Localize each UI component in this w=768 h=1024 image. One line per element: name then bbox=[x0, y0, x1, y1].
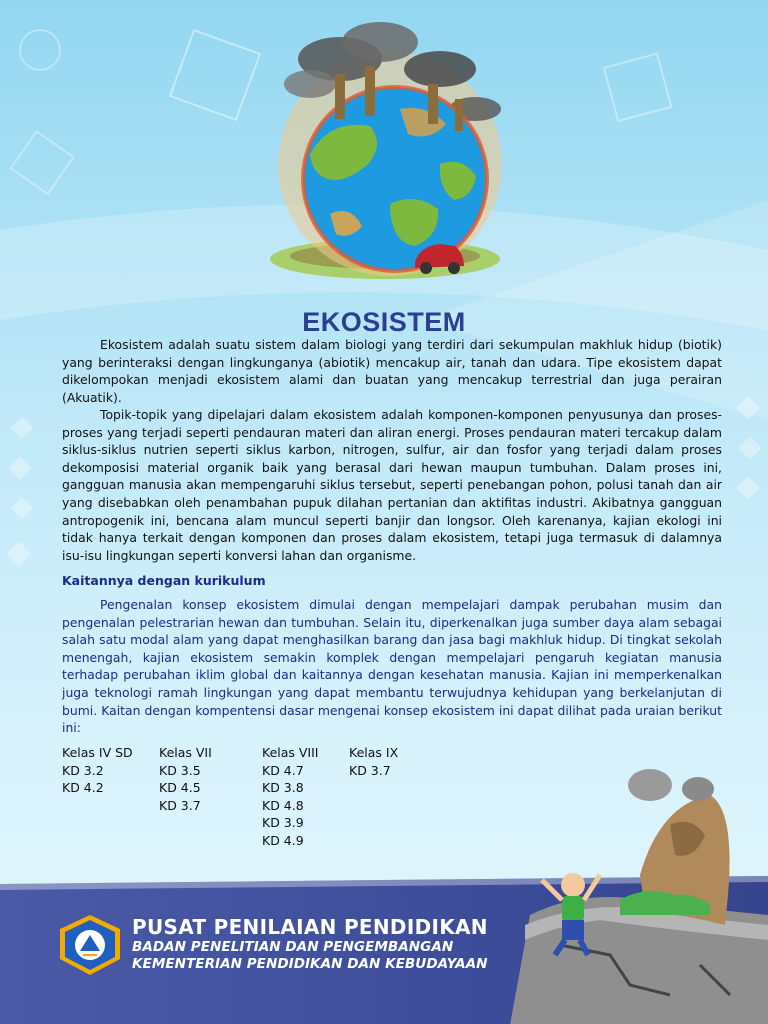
org-name-main: PUSAT PENILAIAN PENDIDIKAN bbox=[132, 915, 488, 939]
org-name-line2: BADAN PENELITIAN DAN PENGEMBANGAN bbox=[132, 939, 454, 955]
landslide-illustration bbox=[470, 765, 768, 1024]
intro-paragraph: Ekosistem adalah suatu sistem dalam biologi yang terdiri dari sekumpulan makhluk hidup (biotik) yang berinteraksi dengan lingkunganya (abiotik) mencakup air, tanah dan udara. Tipe ekosistem dapat dikelompokan menjadi ekosistem alami dan buatan yang mencakup terrestrial dan juga perairan (Akuatik). bbox=[62, 337, 722, 405]
kd-item: KD 3.8 bbox=[262, 780, 304, 795]
kd-item: KD 4.2 bbox=[62, 780, 104, 795]
curriculum-paragraph: Pengenalan konsep ekosistem dimulai dengan mempelajari dampak perubahan musim dan pengenalan pelestrarian hewan dan tumbuhan. Selain itu, diperkenalkan juga sumber daya alam sebagai salah satu modal alam yang dapat menghasilkan barang dan jasa bagi makhluk hidup. Di tingkat sekolah menengah, kajian ekosistem semakin komplek dengan mempelajari pengaruh kegiatan manusia terhadap perubahan iklim global dan kaitannya dengan kesehatan manusia. Kajian ini memperkenalkan juga teknologi ramah lingkungan yang dapat membantu terwujudnya kehidupan yang berkelanjutan di bumi. Kaitan dengan kompentensi dasar mengenai konsep ekosistem ini dapat dilihat pada uraian berikut ini: bbox=[62, 597, 722, 736]
class-column-ix bbox=[349, 744, 398, 779]
class-label: Kelas VII bbox=[159, 745, 212, 760]
kd-item: KD 4.8 bbox=[262, 797, 304, 813]
kd-item: KD 3.9 bbox=[262, 815, 304, 830]
kd-item: KD 3.5 bbox=[159, 762, 201, 778]
kd-item: KD 3.7 bbox=[159, 797, 201, 813]
kd-item: KD 3.7 bbox=[349, 762, 391, 778]
class-column-vii bbox=[159, 744, 212, 814]
class-label: Kelas VIII bbox=[262, 745, 319, 760]
topics-paragraph: Topik-topik yang dipelajari dalam ekosistem adalah komponen-komponen penyusunya dan proses-proses yang terjadi seperti pendauran materi dan aliran energi. Proses pendauran materi tercakup dalam siklus-siklus nutrien seperti siklus karbon, nitrogen, sulfur, air dan fosfor yang terjadi dalam proses dekomposisi material organik baik yang berasal dari hewan maupun tumbuhan. Dalam proses ini, gangguan manusia akan mempengaruhi siklus tersebut, seperti penebangan pohon, polusi tanah dan air yang disebabkan oleh penambahan pupuk dilahan pertanian dan aktifitas industri. Akibatnya gangguan antropogenik ini, bencana alam muncul seperti banjir dan longsor. Oleh karenanya, kajian ekologi ini tidak hanya terkait dengan komponen dan proses dalam ekosistem, tetapi juga termasuk di dalamnya isu-isu lingkungan seperti konversi lahan dan organisme. bbox=[62, 407, 722, 563]
class-column-iv-sd bbox=[62, 744, 133, 797]
kd-item: KD 3.2 bbox=[62, 762, 104, 778]
org-name-line3: KEMENTERIAN PENDIDIKAN DAN KEBUDAYAAN bbox=[132, 956, 488, 972]
kd-item: KD 4.9 bbox=[262, 832, 304, 848]
curriculum-heading: Kaitannya dengan kurikulum bbox=[62, 573, 266, 588]
page-title: EKOSISTEM bbox=[302, 307, 466, 337]
kd-item: KD 4.7 bbox=[262, 762, 304, 778]
kemdikbud-logo bbox=[56, 913, 124, 977]
polluted-earth-illustration bbox=[250, 14, 520, 284]
class-label: Kelas IV SD bbox=[62, 745, 133, 760]
class-column-viii bbox=[262, 744, 319, 849]
kd-item: KD 4.5 bbox=[159, 780, 201, 795]
class-label: Kelas IX bbox=[349, 745, 399, 760]
